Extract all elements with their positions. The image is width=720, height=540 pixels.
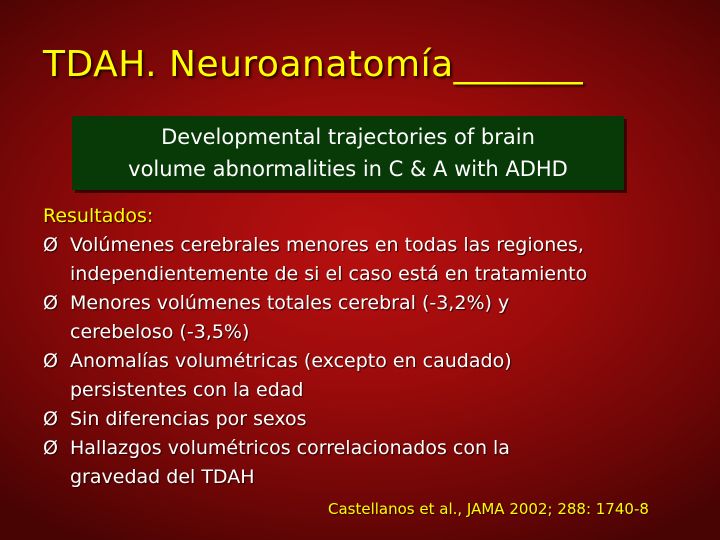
bullet-item: [43, 347, 703, 405]
bullet-item: [43, 405, 703, 434]
bullet-text: Volúmenes cerebrales menores en todas las regiones,: [70, 234, 584, 256]
bullet-text: Menores volúmenes totales cerebral (-3,2%) y: [70, 292, 510, 314]
subtitle-line: volume abnormalities in C & A with ADHD: [128, 157, 568, 181]
arrow-bullet-icon: Ø: [43, 292, 58, 314]
subtitle-line: Developmental trajectories of brain: [161, 125, 535, 149]
bullet-text: Hallazgos volumétricos correlacionados con la: [70, 437, 510, 459]
arrow-bullet-icon: Ø: [43, 437, 58, 459]
arrow-bullet-icon: Ø: [43, 408, 58, 430]
results-section: [43, 202, 703, 492]
bullet-item: [43, 231, 703, 289]
bullet-item: [43, 434, 703, 492]
citation: Castellanos et al., JAMA 2002; 288: 1740-8: [328, 500, 649, 518]
subtitle-box: [72, 116, 624, 190]
bullet-text: Anomalías volumétricas (excepto en caudado): [70, 350, 512, 372]
bullet-text: persistentes con la edad: [70, 379, 304, 401]
slide-title: TDAH. Neuroanatomía_______: [43, 44, 584, 85]
bullet-text: Sin diferencias por sexos: [70, 408, 307, 430]
bullet-item: [43, 289, 703, 347]
results-heading: Resultados:: [43, 205, 154, 227]
bullet-list: [43, 231, 703, 492]
arrow-bullet-icon: Ø: [43, 350, 58, 372]
bullet-text: cerebeloso (-3,5%): [70, 321, 250, 343]
bullet-text: independientemente de si el caso está en tratamiento: [70, 263, 588, 285]
bullet-text: gravedad del TDAH: [70, 466, 255, 488]
arrow-bullet-icon: Ø: [43, 234, 58, 256]
